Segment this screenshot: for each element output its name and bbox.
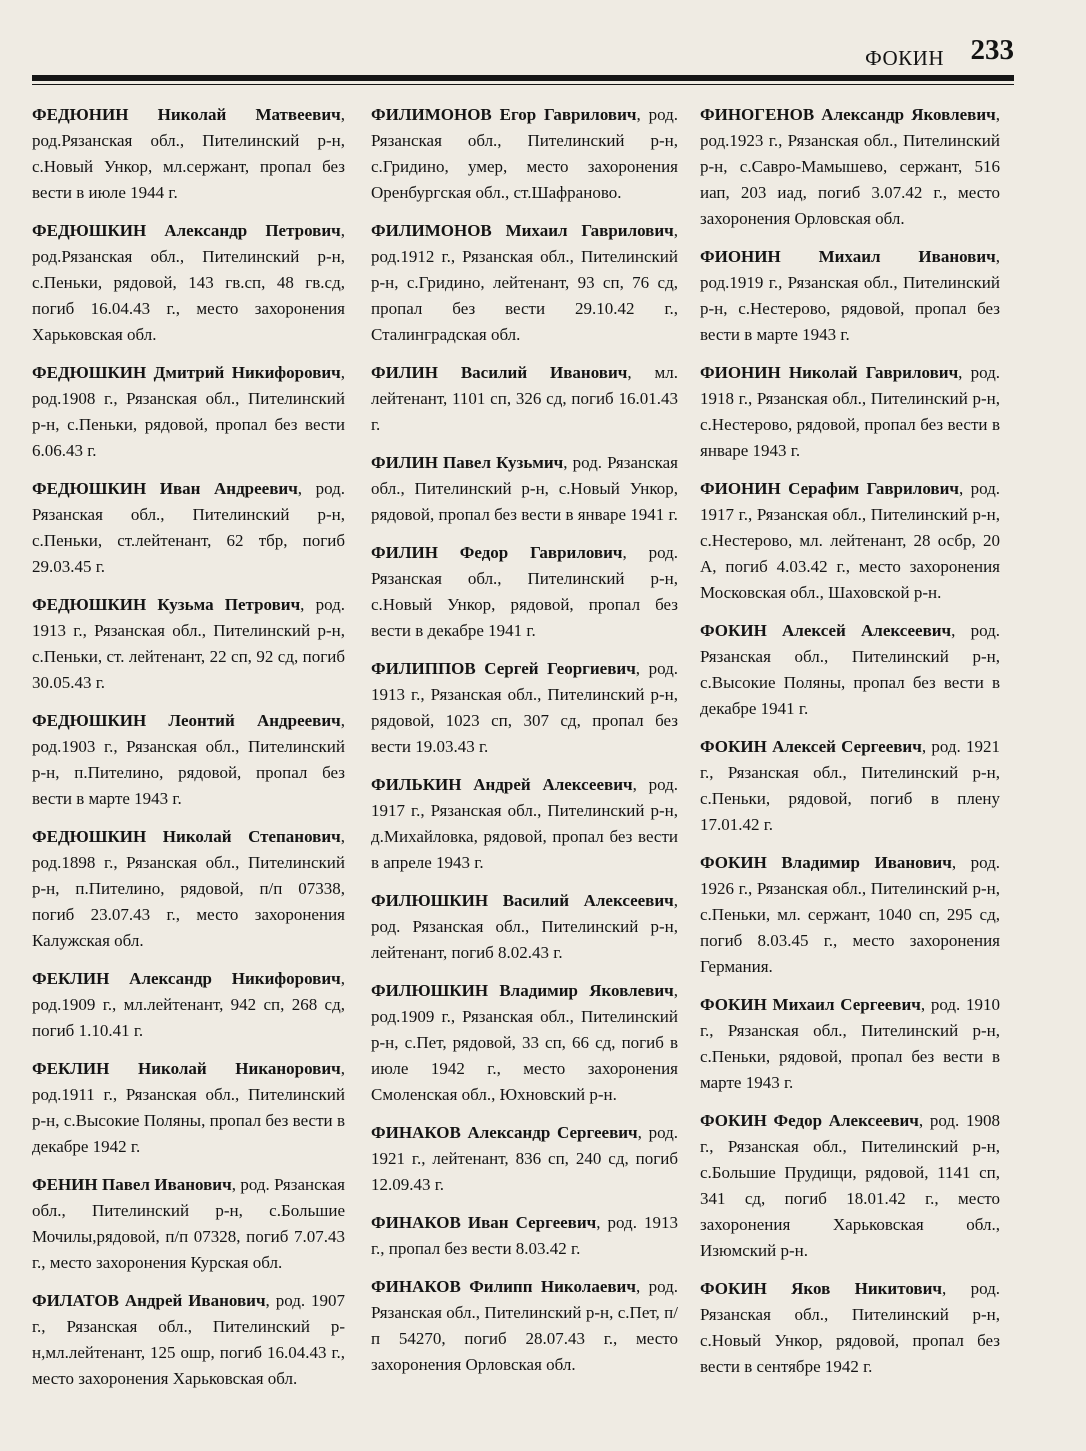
entry-name: Кузьма Петрович xyxy=(157,595,301,614)
column-3 xyxy=(700,102,1000,1432)
entry-name: Николай Гаврилович xyxy=(788,363,959,382)
entry-surname: ФЕДЮШКИН xyxy=(32,711,147,730)
list-item xyxy=(371,102,678,206)
entry-surname: ФИЛАТОВ xyxy=(32,1291,119,1310)
entry-text: , род. Рязанская обл., Пителинский р-н, с.Новый Ункор, рядовой, пропал без вести в сентябре 1942 г. xyxy=(700,1279,1000,1376)
list-item xyxy=(700,102,1000,232)
list-item xyxy=(371,978,678,1108)
entry-surname: ФИЛЬКИН xyxy=(371,775,462,794)
list-item xyxy=(700,1276,1000,1380)
entry-name: Михаил Гаврилович xyxy=(505,221,674,240)
header-rule-thick xyxy=(32,75,1014,81)
entry-surname: ФОКИН xyxy=(700,737,767,756)
entry-text: , род.1912 г., Рязанская обл., Пителинский р-н, с.Гридино, лейтенант, 93 сп, 76 сд, пропал без вести 29.10.42 г., Сталинградская обл. xyxy=(371,221,678,344)
entry-text: , род. 1918 г., Рязанская обл., Пителинский р-н, с.Нестерово, рядовой, пропал без вести в январе 1943 г. xyxy=(700,363,1000,460)
entry-name: Александр Сергеевич xyxy=(467,1123,638,1142)
entry-surname: ФИЛЮШКИН xyxy=(371,891,489,910)
entry-surname: ФЕКЛИН xyxy=(32,969,110,988)
list-item xyxy=(32,360,345,464)
entry-name: Владимир Иванович xyxy=(781,853,952,872)
entry-name: Иван Андреевич xyxy=(159,479,298,498)
entry-text: , род. Рязанская обл., Пителинский р-н, с.Большие Мочилы,рядовой, п/п 07328, погиб 7.07.43 г., место захоронения Курская обл. xyxy=(32,1175,345,1272)
entry-name: Михаил Иванович xyxy=(818,247,996,266)
entry-surname: ФЕДЮШКИН xyxy=(32,827,147,846)
entry-text: , род. 1926 г., Рязанская обл., Пителинский р-н, с.Пеньки, мл. сержант, 1040 сп, 295 сд, погиб 8.03.45 г., место захоронения Германия. xyxy=(700,853,1000,976)
entry-text: , мл. лейтенант, 1101 сп, 326 сд, погиб 16.01.43 г. xyxy=(371,363,678,434)
entry-name: Дмитрий Никифорович xyxy=(153,363,341,382)
entry-text: , род.1919 г., Рязанская обл., Пителинский р-н, с.Нестерово, рядовой, пропал без вести в марте 1943 г. xyxy=(700,247,1000,344)
list-item xyxy=(371,656,678,760)
list-item xyxy=(32,824,345,954)
entry-surname: ФЕДЮШКИН xyxy=(32,363,147,382)
entry-text: , род.1903 г., Рязанская обл., Пителинский р-н, п.Пителино, рядовой, пропал без вести в марте 1943 г. xyxy=(32,711,345,808)
entry-surname: ФОКИН xyxy=(700,1111,767,1130)
running-head: ФОКИН xyxy=(865,46,944,70)
entry-text: , род.1909 г., Рязанская обл., Пителинский р-н, с.Пет, рядовой, 33 сп, 66 сд, погиб в июле 1942 г., место захоронения Смоленская обл., Юхновский р-н. xyxy=(371,981,678,1104)
entry-name: Алексей Алексеевич xyxy=(782,621,952,640)
list-item xyxy=(32,592,345,696)
entry-surname: ФИЛЮШКИН xyxy=(371,981,489,1000)
entry-name: Серафим Гаврилович xyxy=(788,479,959,498)
list-item xyxy=(700,734,1000,838)
entry-text: , род. Рязанская обл., Пителинский р-н, лейтенант, погиб 8.02.43 г. xyxy=(371,891,678,962)
entry-text: , род. 1908 г., Рязанская обл., Пителинский р-н, с.Большие Прудищи, рядовой, 1141 сп, 341 сд, погиб 18.01.42 г., место захоронения Харьковская обл., Изюмский р-н. xyxy=(700,1111,1000,1260)
list-item xyxy=(32,476,345,580)
entry-surname: ФЕНИН xyxy=(32,1175,98,1194)
list-item xyxy=(371,772,678,876)
entry-name: Николай Никанорович xyxy=(138,1059,341,1078)
entry-surname: ФОКИН xyxy=(700,853,767,872)
entry-surname: ФИЛИН xyxy=(371,363,438,382)
entry-name: Александр Яковлевич xyxy=(821,105,996,124)
entry-text: , род.1911 г., Рязанская обл., Пителинский р-н, с.Высокие Поляны, пропал без вести в декабре 1942 г. xyxy=(32,1059,345,1156)
entry-text: , род. Рязанская обл., Пителинский р-н, с.Высокие Поляны, пропал без вести в декабре 1941 г. xyxy=(700,621,1000,718)
entry-name: Василий Иванович xyxy=(460,363,628,382)
list-item xyxy=(371,218,678,348)
list-item xyxy=(700,476,1000,606)
entry-name: Павел Иванович xyxy=(101,1175,232,1194)
list-item xyxy=(32,966,345,1044)
list-item xyxy=(371,888,678,966)
entry-name: Владимир Яковлевич xyxy=(499,981,674,1000)
entry-columns xyxy=(32,102,1032,1432)
entry-name: Александр Никифорович xyxy=(129,969,341,988)
page-number: 233 xyxy=(970,34,1014,66)
entry-surname: ФОКИН xyxy=(700,995,767,1014)
list-item xyxy=(700,992,1000,1096)
entry-text: , род. Рязанская обл., Пителинский р-н, с.Новый Ункор, рядовой, пропал без вести в январе 1941 г. xyxy=(371,453,678,524)
entry-name: Федор Алексеевич xyxy=(773,1111,919,1130)
entry-name: Федор Гаврилович xyxy=(459,543,623,562)
list-item xyxy=(371,450,678,528)
entry-text: , род.1923 г., Рязанская обл., Пителинский р-н, с.Савро-Мамышево, сержант, 516 иап, 203 иад, погиб 3.07.42 г., место захоронения Орловская обл. xyxy=(700,105,1000,228)
entry-name: Николай Степанович xyxy=(162,827,341,846)
list-item xyxy=(32,102,345,206)
entry-name: Андрей Иванович xyxy=(124,1291,266,1310)
entry-text: , род.1908 г., Рязанская обл., Пителинский р-н, с.Пеньки, рядовой, пропал без вести 6.06.43 г. xyxy=(32,363,346,460)
entry-surname: ФИЛИН xyxy=(371,453,438,472)
entry-text: , род. 1910 г., Рязанская обл., Пителинский р-н, с.Пеньки, рядовой, пропал без вести в марте 1943 г. xyxy=(700,995,1000,1092)
entry-text: , род. 1921 г., лейтенант, 836 сп, 240 сд, погиб 12.09.43 г. xyxy=(371,1123,678,1194)
entry-surname: ФЕДЮНИН xyxy=(32,105,129,124)
entry-surname: ФЕДЮШКИН xyxy=(32,221,147,240)
list-item xyxy=(371,1210,678,1262)
entry-surname: ФИНАКОВ xyxy=(371,1213,461,1232)
entry-name: Егор Гаврилович xyxy=(499,105,637,124)
entry-surname: ФЕДЮШКИН xyxy=(32,595,147,614)
entry-name: Сергей Георгиевич xyxy=(484,659,636,678)
entry-name: Филипп Николаевич xyxy=(469,1277,636,1296)
entry-text: , род. 1917 г., Рязанская обл., Пителинский р-н, с.Нестерово, мл. лейтенант, 28 осбр, 20 А, погиб 4.03.42 г., место захоронения Московская обл., Шаховской р-н. xyxy=(700,479,1000,602)
entry-surname: ФИЛИМОНОВ xyxy=(371,221,492,240)
entry-name: Андрей Алексеевич xyxy=(473,775,633,794)
column-1 xyxy=(32,102,345,1432)
list-item xyxy=(371,1274,678,1378)
entry-text: , род.1898 г., Рязанская обл., Пителинский р-н, п.Пителино, рядовой, п/п 07338, погиб 23.07.43 г., место захоронения Калужская обл. xyxy=(32,827,345,950)
list-item xyxy=(32,1172,345,1276)
entry-surname: ФИОНИН xyxy=(700,247,781,266)
entry-surname: ФОКИН xyxy=(700,621,767,640)
entry-surname: ФОКИН xyxy=(700,1279,767,1298)
header-rule-thin xyxy=(32,84,1014,85)
entry-text: , род. Рязанская обл., Пителинский р-н, с.Новый Ункор, рядовой, пропал без вести в декабре 1941 г. xyxy=(371,543,678,640)
entry-name: Иван Сергеевич xyxy=(467,1213,597,1232)
entry-surname: ФИНАКОВ xyxy=(371,1123,461,1142)
entry-name: Михаил Сергеевич xyxy=(772,995,921,1014)
list-item xyxy=(700,618,1000,722)
list-item xyxy=(700,1108,1000,1264)
entry-name: Леонтий Андреевич xyxy=(168,711,341,730)
list-item xyxy=(700,850,1000,980)
entry-surname: ФЕДЮШКИН xyxy=(32,479,147,498)
entry-text: , род.1909 г., мл.лейтенант, 942 сп, 268 сд, погиб 1.10.41 г. xyxy=(32,969,345,1040)
entry-name: Александр Петрович xyxy=(164,221,341,240)
entry-surname: ФИОНИН xyxy=(700,363,781,382)
entry-name: Василий Алексеевич xyxy=(502,891,674,910)
list-item xyxy=(371,360,678,438)
entry-text: , род. 1917 г., Рязанская обл., Пителинский р-н, д.Михайловка, рядовой, пропал без вести в апреле 1943 г. xyxy=(371,775,678,872)
entry-surname: ФИЛИППОВ xyxy=(371,659,476,678)
list-item xyxy=(32,1056,345,1160)
entry-name: Николай Матвеевич xyxy=(157,105,341,124)
list-item xyxy=(32,218,345,348)
list-item xyxy=(32,1288,345,1392)
entry-surname: ФИЛИН xyxy=(371,543,438,562)
list-item xyxy=(371,1120,678,1198)
list-item xyxy=(700,244,1000,348)
entry-text: , род. 1913 г., Рязанская обл., Пителинский р-н, рядовой, 1023 сп, 307 сд, пропал без вести 19.03.43 г. xyxy=(371,659,678,756)
entry-text: , род. 1913 г., пропал без вести 8.03.42 г. xyxy=(371,1213,678,1258)
entry-surname: ФИНАКОВ xyxy=(371,1277,461,1296)
entry-text: , род.Рязанская обл., Пителинский р-н, с.Новый Ункор, мл.сержант, пропал без вести в июле 1944 г. xyxy=(32,105,345,202)
entry-text: , род. 1913 г., Рязанская обл., Пителинский р-н, с.Пеньки, ст. лейтенант, 22 сп, 92 сд, погиб 30.05.43 г. xyxy=(32,595,345,692)
entry-name: Алексей Сергеевич xyxy=(772,737,922,756)
list-item xyxy=(371,540,678,644)
entry-text: , род. 1921 г., Рязанская обл., Пителинский р-н, с.Пеньки, рядовой, погиб в плену 17.01.42 г. xyxy=(700,737,1000,834)
entry-surname: ФИЛИМОНОВ xyxy=(371,105,492,124)
list-item xyxy=(32,708,345,812)
column-2 xyxy=(371,102,678,1432)
entry-name: Павел Кузьмич xyxy=(443,453,564,472)
entry-surname: ФИОНИН xyxy=(700,479,781,498)
entry-text: , род. Рязанская обл., Пителинский р-н, с.Пет, п/п 54270, погиб 28.07.43 г., место захоронения Орловская обл. xyxy=(371,1277,678,1374)
entry-surname: ФЕКЛИН xyxy=(32,1059,110,1078)
entry-text: , род.Рязанская обл., Пителинский р-н, с.Пеньки, рядовой, 143 гв.сп, 48 гв.сд, погиб 16.04.43 г., место захоронения Харьковская обл. xyxy=(32,221,345,344)
entry-name: Яков Никитович xyxy=(791,1279,942,1298)
entry-surname: ФИНОГЕНОВ xyxy=(700,105,815,124)
entry-text: , род. Рязанская обл., Пителинский р-н, с.Пеньки, ст.лейтенант, 62 тбр, погиб 29.03.45 г. xyxy=(32,479,345,576)
entry-text: , род. 1907 г., Рязанская обл., Пителинский р-н,мл.лейтенант, 125 ошр, погиб 16.04.43 г., место захоронения Харьковская обл. xyxy=(32,1291,345,1388)
page-header xyxy=(32,34,1014,74)
entry-text: , род. Рязанская обл., Пителинский р-н, с.Гридино, умер, место захоронения Оренбургская обл., ст.Шафраново. xyxy=(371,105,678,202)
list-item xyxy=(700,360,1000,464)
